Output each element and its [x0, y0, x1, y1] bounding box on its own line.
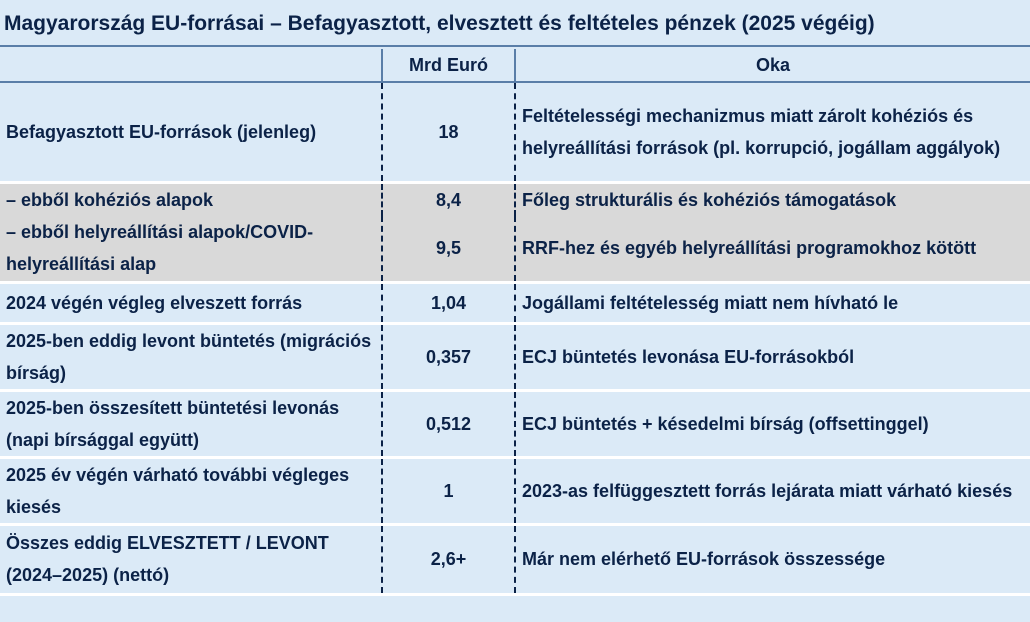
row-amount: 8,4 — [382, 182, 515, 216]
row-amount: 2,6+ — [382, 524, 515, 594]
row-amount: 18 — [382, 82, 515, 182]
header-item — [0, 49, 382, 82]
row-amount: 1,04 — [382, 282, 515, 323]
row-label: 2025-ben összesített büntetési levonás (napi bírsággal együtt) — [0, 390, 382, 457]
row-amount: 9,5 — [382, 216, 515, 282]
row-amount: 1 — [382, 457, 515, 524]
row-label: Összes eddig ELVESZTETT / LEVONT (2024–2025) (nettó) — [0, 524, 382, 594]
row-reason: ECJ büntetés levonása EU-forrásokból — [515, 323, 1030, 390]
table-row — [0, 524, 1030, 594]
table-row — [0, 457, 1030, 524]
table-row — [0, 82, 1030, 182]
eu-funds-table — [0, 49, 1030, 596]
row-reason: Már nem elérhető EU-források összessége — [515, 524, 1030, 594]
row-reason: Főleg strukturális és kohéziós támogatások — [515, 182, 1030, 216]
row-label: 2025 év végén várható további végleges kiesés — [0, 457, 382, 524]
table-row — [0, 216, 1030, 282]
row-reason: 2023-as felfüggesztett forrás lejárata miatt várható kiesés — [515, 457, 1030, 524]
row-label: – ebből helyreállítási alapok/COVID-helyreállítási alap — [0, 216, 382, 282]
row-reason: ECJ büntetés + késedelmi bírság (offsettinggel) — [515, 390, 1030, 457]
row-label: – ebből kohéziós alapok — [0, 182, 382, 216]
row-amount: 0,357 — [382, 323, 515, 390]
row-reason: RRF-hez és egyéb helyreállítási programokhoz kötött — [515, 216, 1030, 282]
header-row — [0, 49, 1030, 82]
table-row — [0, 323, 1030, 390]
row-label: 2025-ben eddig levont büntetés (migrációs bírság) — [0, 323, 382, 390]
row-label: Befagyasztott EU-források (jelenleg) — [0, 82, 382, 182]
row-reason: Jogállami feltételesség miatt nem hívható le — [515, 282, 1030, 323]
row-amount: 0,512 — [382, 390, 515, 457]
row-label: 2024 végén végleg elveszett forrás — [0, 282, 382, 323]
table-title: Magyarország EU-forrásai – Befagyasztott, elvesztett és feltételes pénzek (2025 végéig) — [0, 0, 1030, 47]
header-reason: Oka — [515, 49, 1030, 82]
table-row — [0, 282, 1030, 323]
table-row — [0, 182, 1030, 216]
table-row — [0, 390, 1030, 457]
header-amount: Mrd Euró — [382, 49, 515, 82]
row-reason: Feltételességi mechanizmus miatt zárolt kohéziós és helyreállítási források (pl. korrupció, jogállam aggályok) — [515, 82, 1030, 182]
